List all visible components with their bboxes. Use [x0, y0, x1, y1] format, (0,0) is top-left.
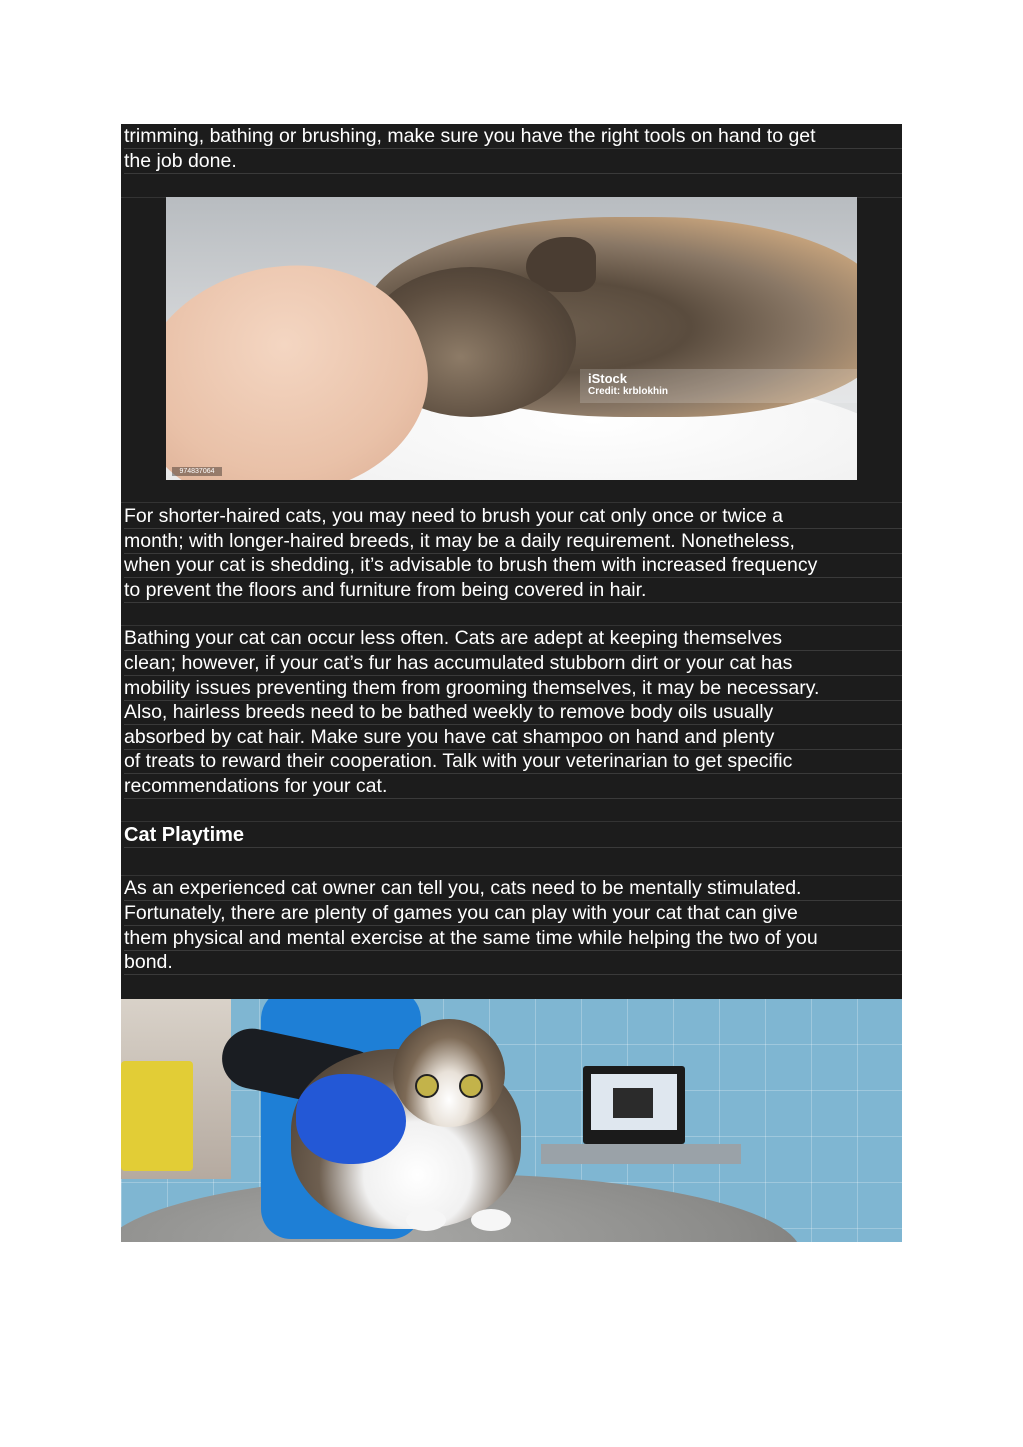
divider [121, 821, 902, 822]
photo-cat-paw [471, 1209, 511, 1231]
text-line: recommendations for your cat. [124, 774, 902, 799]
text-line: As an experienced cat owner can tell you, cats need to be mentally stimulated. [124, 876, 902, 901]
photo-monitor [583, 1066, 685, 1144]
photo-cat-eye [415, 1074, 439, 1098]
text-line: trimming, bathing or brushing, make sure you have the right tools on hand to get [124, 124, 902, 149]
text-line: clean; however, if your cat’s fur has accumulated stubborn dirt or your cat has [124, 651, 902, 676]
photo-blue-glove [296, 1074, 406, 1164]
stock-id-label: 974837064 [172, 467, 222, 476]
photo-monitor-screen [591, 1074, 677, 1130]
text-line: bond. [124, 950, 902, 975]
photo-desk [541, 1144, 741, 1164]
photo-cat-paw [406, 1209, 446, 1231]
cat-petting-photo [166, 197, 857, 480]
article-panel [121, 124, 902, 1242]
photo-cat-head [393, 1019, 505, 1127]
text-line: mobility issues preventing them from grooming themselves, it may be necessary. [124, 676, 902, 701]
text-line: Also, hairless breeds need to be bathed weekly to remove body oils usually [124, 700, 902, 725]
divider [121, 502, 902, 503]
photo-yellow-bin [121, 1061, 193, 1171]
text-line: Fortunately, there are plenty of games you can play with your cat that can give [124, 901, 902, 926]
text-line: Bathing your cat can occur less often. Cats are adept at keeping themselves [124, 626, 902, 651]
photo-cat-eye [459, 1074, 483, 1098]
text-line: For shorter-haired cats, you may need to brush your cat only once or twice a [124, 504, 902, 529]
istock-watermark [580, 369, 857, 403]
photo-monitor-window [613, 1088, 653, 1118]
text-line: the job done. [124, 149, 902, 174]
text-line: them physical and mental exercise at the same time while helping the two of you [124, 926, 902, 951]
text-line: when your cat is shedding, it’s advisable to brush them with increased frequency [124, 553, 902, 578]
watermark-brand: iStock [588, 371, 628, 386]
text-line: of treats to reward their cooperation. Talk with your veterinarian to get specific [124, 749, 902, 774]
section-heading: Cat Playtime [124, 823, 902, 848]
vet-cat-photo [121, 999, 902, 1242]
watermark-credit: Credit: krblokhin [588, 386, 669, 397]
text-line: absorbed by cat hair. Make sure you have cat shampoo on hand and plenty [124, 725, 902, 750]
text-line: to prevent the floors and furniture from being covered in hair. [124, 578, 902, 603]
text-line: month; with longer-haired breeds, it may be a daily requirement. Nonetheless, [124, 529, 902, 554]
